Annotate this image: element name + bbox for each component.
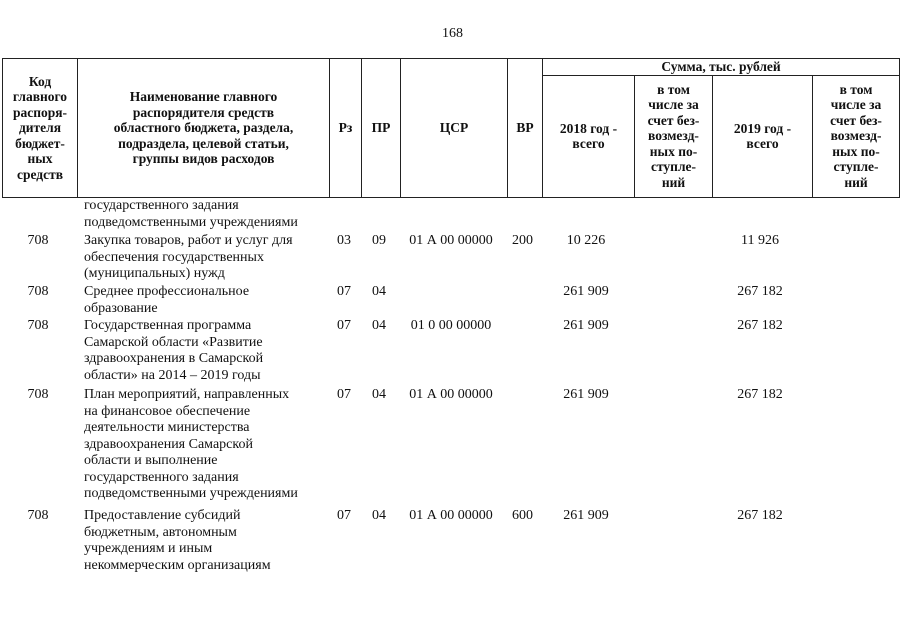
row-pr: 04 bbox=[372, 284, 386, 299]
text-line: 2019 год - bbox=[733, 120, 792, 136]
text-line: в том bbox=[839, 81, 873, 97]
text-line: обеспечения государственных bbox=[84, 249, 264, 265]
row-pr: 04 bbox=[372, 508, 386, 523]
row-name bbox=[84, 284, 330, 317]
text-line: дителя bbox=[18, 120, 62, 135]
text-line: области» на 2014 – 2019 годы bbox=[84, 367, 261, 383]
header-2019-grants bbox=[813, 75, 900, 197]
text-line: числе за bbox=[830, 97, 882, 113]
row-vr: 200 bbox=[512, 233, 533, 248]
row-sum-2018: 261 909 bbox=[563, 318, 609, 333]
text-line: бюджетным, автономным bbox=[84, 524, 237, 540]
text-line: подраздела, целевой статьи, bbox=[118, 135, 289, 151]
header-rz: Рз bbox=[330, 59, 362, 198]
row-code: 708 bbox=[27, 233, 49, 248]
row-sum-2019: 267 182 bbox=[737, 318, 783, 333]
text-line: области и выполнение bbox=[84, 453, 218, 468]
text-line: ступле- bbox=[650, 159, 697, 175]
header-name bbox=[78, 59, 330, 198]
text-line: 2018 год - bbox=[559, 120, 618, 136]
row-rz: 03 bbox=[337, 233, 351, 248]
row-csr: 01 0 00 00000 bbox=[410, 318, 492, 333]
row-csr: 01 А 00 00000 bbox=[409, 508, 493, 523]
text-line: средств bbox=[16, 166, 64, 182]
text-line: возмезд- bbox=[648, 128, 699, 144]
budget-table-header bbox=[2, 58, 900, 198]
row-name bbox=[84, 318, 330, 384]
page-number: 168 bbox=[442, 26, 463, 41]
text-line: всего bbox=[746, 136, 779, 151]
header-csr: ЦСР bbox=[401, 59, 508, 198]
text-line: ступле- bbox=[833, 159, 879, 175]
row-csr: 01 А 00 00000 bbox=[409, 233, 493, 248]
row-rz: 07 bbox=[337, 387, 351, 402]
row-sum-2018: 10 226 bbox=[566, 233, 606, 248]
row-name bbox=[84, 508, 330, 574]
header-code bbox=[3, 59, 78, 198]
text-line: государственного задания bbox=[84, 198, 239, 213]
row-sum-2019: 11 926 bbox=[741, 233, 779, 248]
text-line: Самарской области «Развитие bbox=[84, 334, 263, 350]
text-line: счет без- bbox=[830, 112, 882, 128]
row-pr: 09 bbox=[372, 233, 386, 248]
text-line: (муниципальных) нужд bbox=[84, 266, 225, 281]
row-rz: 07 bbox=[337, 318, 351, 333]
text-line: в том bbox=[657, 81, 690, 97]
row-pr: 04 bbox=[372, 387, 386, 402]
text-line: возмезд- bbox=[830, 128, 882, 144]
row-code: 708 bbox=[27, 284, 49, 299]
header-2018-total bbox=[543, 75, 635, 197]
row-csr: 01 А 00 00000 bbox=[409, 387, 493, 402]
row-sum-2018: 261 909 bbox=[563, 284, 609, 299]
text-line: всего bbox=[572, 136, 605, 151]
row-code: 708 bbox=[27, 508, 49, 523]
row-name bbox=[84, 233, 330, 283]
row-sum-2019: 267 182 bbox=[737, 284, 783, 299]
header-vr: ВР bbox=[508, 59, 543, 198]
text-line: План мероприятий, направленных bbox=[84, 387, 290, 402]
header-2019-total bbox=[713, 75, 813, 197]
text-line: областного бюджета, раздела, bbox=[113, 120, 294, 135]
row-sum-2019: 267 182 bbox=[737, 508, 783, 523]
text-line: счет без- bbox=[647, 112, 700, 128]
text-line: ных по- bbox=[832, 143, 880, 159]
text-line: Закупка товаров, работ и услуг для bbox=[84, 233, 293, 248]
text-line: учреждениям и иным bbox=[84, 541, 213, 556]
row-sum-2018: 261 909 bbox=[563, 387, 609, 402]
text-line: деятельности министерства bbox=[84, 420, 250, 435]
text-line: Предоставление субсидий bbox=[84, 508, 241, 523]
text-line: распоря- bbox=[12, 104, 68, 120]
text-line: ных по- bbox=[649, 143, 698, 159]
row-sum-2019: 267 182 bbox=[737, 387, 783, 402]
row-sum-2018: 261 909 bbox=[563, 508, 609, 523]
text-line: здравоохранения в Самарской bbox=[84, 351, 264, 366]
header-2018-grants bbox=[635, 75, 713, 197]
text-line: Код bbox=[28, 73, 52, 89]
row-rz: 07 bbox=[337, 508, 351, 523]
text-line: некоммерческим организациям bbox=[84, 557, 271, 573]
text-line: ний bbox=[844, 174, 868, 190]
text-line: Наименование главного bbox=[129, 89, 278, 104]
text-line: подведомственными учреждениями bbox=[84, 214, 298, 230]
text-line: Среднее профессиональное bbox=[84, 284, 250, 299]
text-line: ных bbox=[27, 151, 53, 166]
text-line: группы видов расходов bbox=[132, 151, 275, 166]
text-line: здравоохранения Самарской bbox=[84, 436, 253, 452]
header-pr: ПР bbox=[362, 59, 401, 198]
text-line: образование bbox=[84, 300, 158, 316]
text-line: бюджет- bbox=[15, 135, 65, 151]
row-vr: 600 bbox=[512, 508, 533, 523]
row-code: 708 bbox=[27, 318, 49, 333]
row-pr: 04 bbox=[372, 318, 386, 333]
continuation-text bbox=[84, 198, 330, 231]
text-line: на финансовое обеспечение bbox=[84, 403, 251, 419]
text-line: распорядителя средств bbox=[132, 104, 275, 120]
text-line: государственного задания bbox=[84, 469, 239, 485]
text-line: Государственная программа bbox=[84, 318, 252, 333]
header-sum: Сумма, тыс. рублей bbox=[543, 59, 900, 76]
row-rz: 07 bbox=[337, 284, 351, 299]
text-line: подведомственными учреждениями bbox=[84, 486, 298, 501]
text-line: числе за bbox=[648, 97, 699, 113]
text-line: ний bbox=[661, 174, 686, 190]
row-code: 708 bbox=[27, 387, 49, 402]
text-line: главного bbox=[12, 89, 68, 104]
row-name bbox=[84, 387, 330, 503]
